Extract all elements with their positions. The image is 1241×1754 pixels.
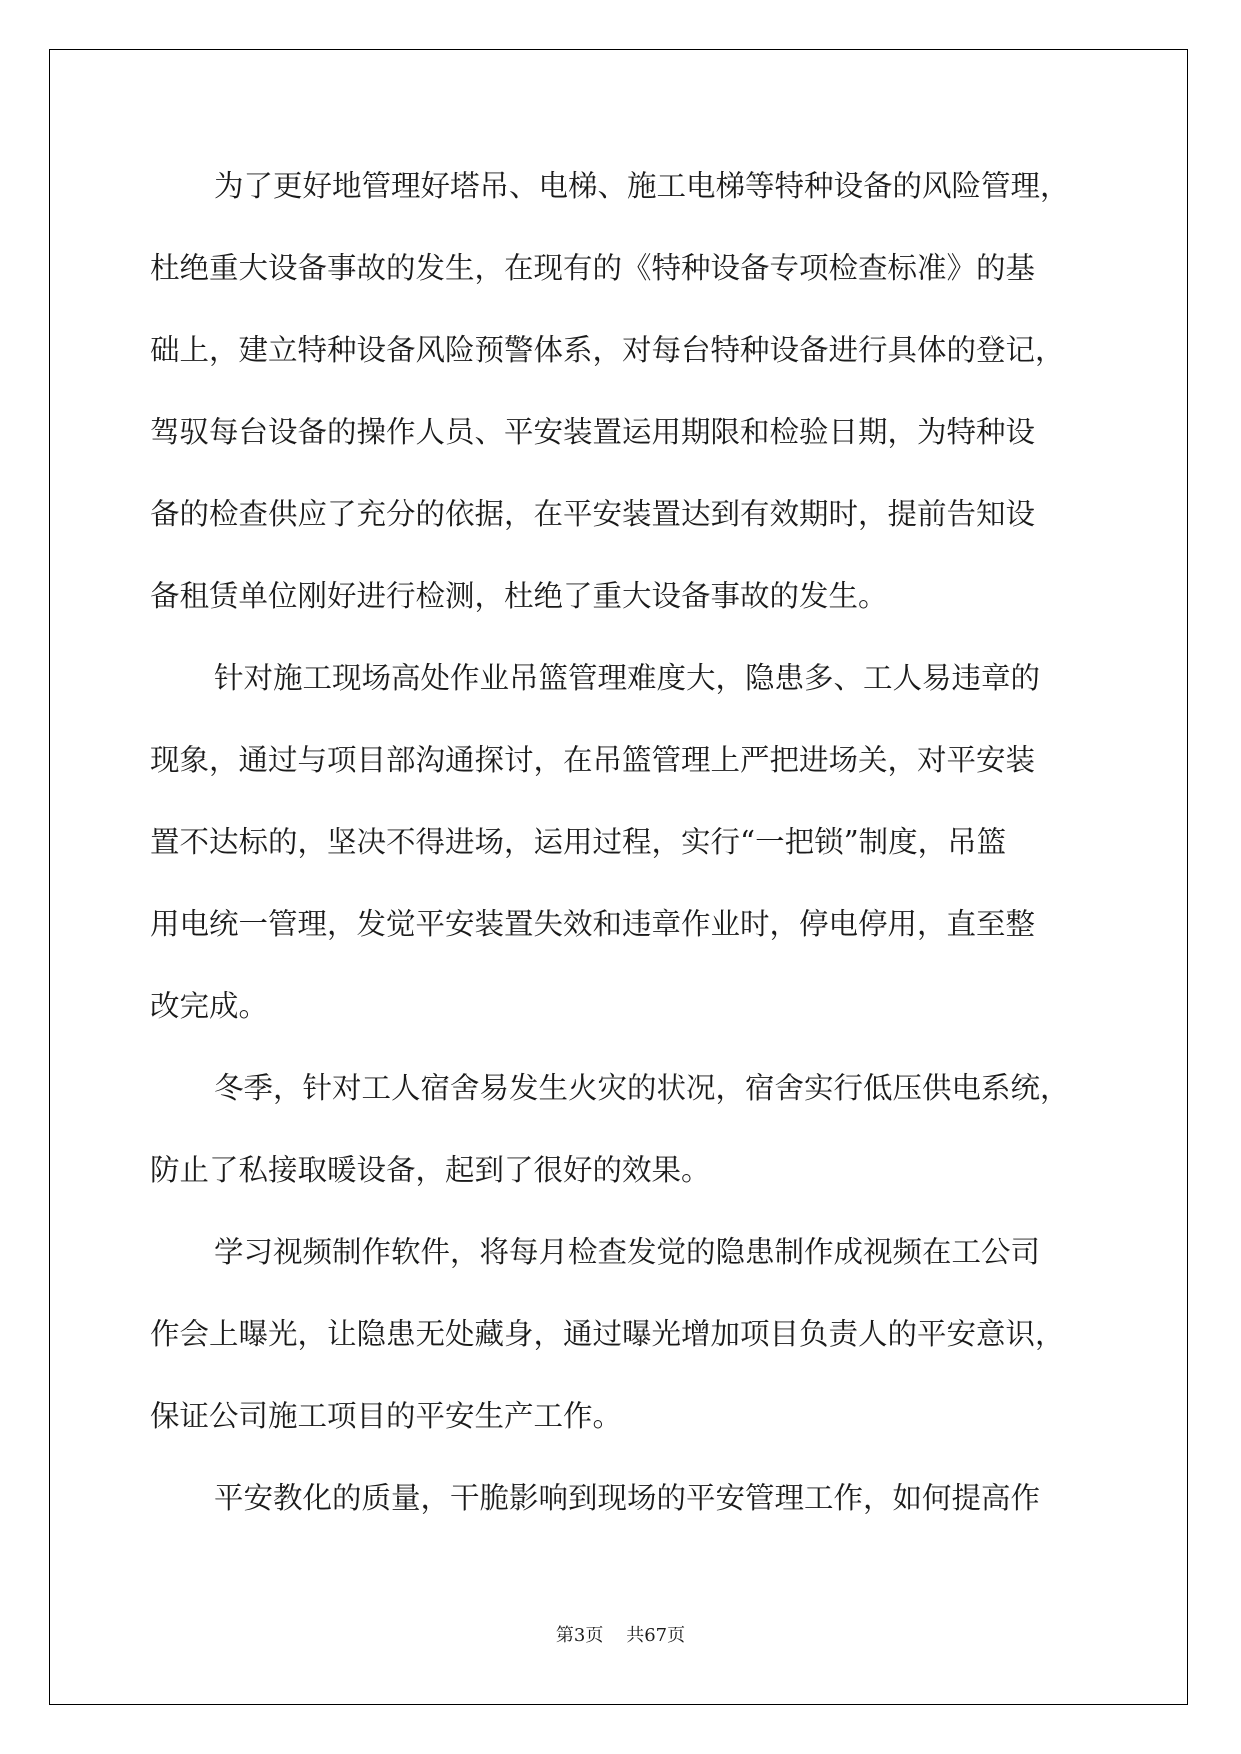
paragraph-line: 驾驭每台设备的操作人员、平安装置运用期限和检验日期，为特种设: [150, 415, 1036, 449]
paragraph-line: 础上，建立特种设备风险预警体系，对每台特种设备进行具体的登记，: [150, 333, 1065, 367]
paragraph-line: 置不达标的，坚决不得进场，运用过程，实行“一把锁”制度，吊篮: [150, 825, 1007, 859]
document-body: [150, 155, 1090, 1549]
page-footer: [0, 1621, 1241, 1647]
page-number: 第3页: [555, 1625, 604, 1646]
paragraph-line: 用电统一管理，发觉平安装置失效和违章作业时，停电停用，直至整: [150, 907, 1036, 941]
paragraph-line: 作会上曝光，让隐患无处藏身，通过曝光增加项目负责人的平安意识，: [150, 1317, 1065, 1351]
paragraph-line: 杜绝重大设备事故的发生，在现有的《特种设备专项检查标准》的基: [150, 251, 1036, 285]
paragraph-line: 保证公司施工项目的平安生产工作。: [150, 1399, 623, 1433]
paragraph-line: 改完成。: [150, 989, 269, 1023]
paragraph-line: 针对施工现场高处作业吊篮管理难度大，隐患多、工人易违章的: [214, 661, 1041, 695]
paragraph-line: 学习视频制作软件，将每月检查发觉的隐患制作成视频在工公司: [214, 1235, 1041, 1269]
footer-spacer: [603, 1625, 626, 1646]
paragraph-line: 备的检查供应了充分的依据，在平安装置达到有效期时，提前告知设: [150, 497, 1036, 531]
total-pages: 共67页: [626, 1625, 686, 1646]
paragraph-line: 备租赁单位刚好进行检测，杜绝了重大设备事故的发生。: [150, 579, 888, 613]
paragraph-line: 冬季，针对工人宿舍易发生火灾的状况，宿舍实行低压供电系统，: [214, 1071, 1070, 1105]
paragraph-line: 现象，通过与项目部沟通探讨，在吊篮管理上严把进场关，对平安装: [150, 743, 1036, 777]
paragraph-line: 为了更好地管理好塔吊、电梯、施工电梯等特种设备的风险管理，: [214, 169, 1070, 203]
paragraph-line: 平安教化的质量，干脆影响到现场的平安管理工作，如何提高作: [214, 1481, 1041, 1515]
paragraph-line: 防止了私接取暖设备，起到了很好的效果。: [150, 1153, 711, 1187]
